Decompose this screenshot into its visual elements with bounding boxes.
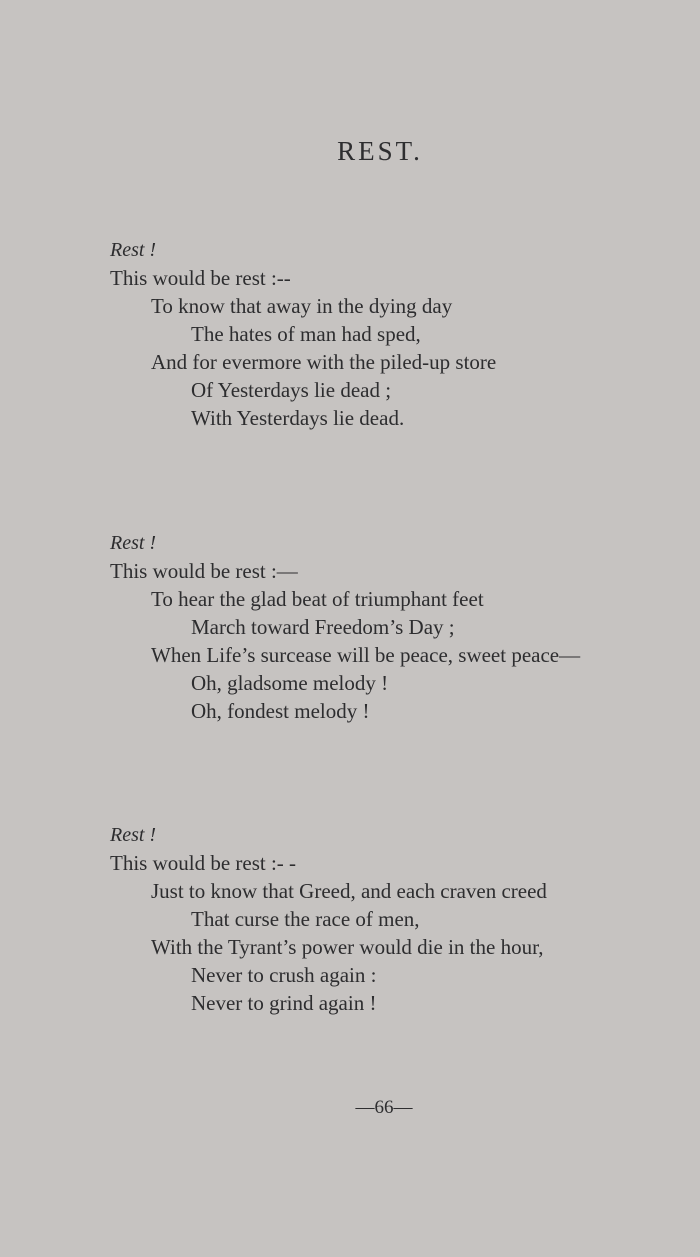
stanza-line: March toward Freedom’s Day ; xyxy=(191,615,455,639)
stanza-line: Rest ! xyxy=(110,532,157,554)
stanza-line: This would be rest :— xyxy=(110,559,298,583)
stanza-line: Rest ! xyxy=(110,824,157,846)
stanza-line: Oh, fondest melody ! xyxy=(191,699,370,723)
stanza-line: That curse the race of men, xyxy=(191,907,420,931)
stanza-line: Never to crush again : xyxy=(191,963,377,987)
stanza-line: To know that away in the dying day xyxy=(151,294,453,318)
stanza-line: Never to grind again ! xyxy=(191,991,377,1015)
stanza-line: Oh, gladsome melody ! xyxy=(191,671,389,695)
stanza-line: Just to know that Greed, and each craven creed xyxy=(151,879,547,903)
stanza-line: Rest ! xyxy=(110,239,157,261)
stanza-line: This would be rest :- - xyxy=(110,851,297,875)
stanza-line: With the Tyrant’s power would die in the hour, xyxy=(151,935,544,959)
stanza-line: The hates of man had sped, xyxy=(191,322,421,346)
stanza-line: When Life’s surcease will be peace, sweet peace— xyxy=(151,643,581,667)
poem-title: REST. xyxy=(337,136,423,166)
stanza-line: This would be rest :-- xyxy=(110,266,291,290)
stanza-line: To hear the glad beat of triumphant feet xyxy=(151,587,484,611)
stanza-line: And for evermore with the piled-up store xyxy=(151,350,497,374)
page-number: —66— xyxy=(355,1097,413,1118)
stanza-line: With Yesterdays lie dead. xyxy=(191,406,405,430)
stanza-line: Of Yesterdays lie dead ; xyxy=(191,378,392,402)
